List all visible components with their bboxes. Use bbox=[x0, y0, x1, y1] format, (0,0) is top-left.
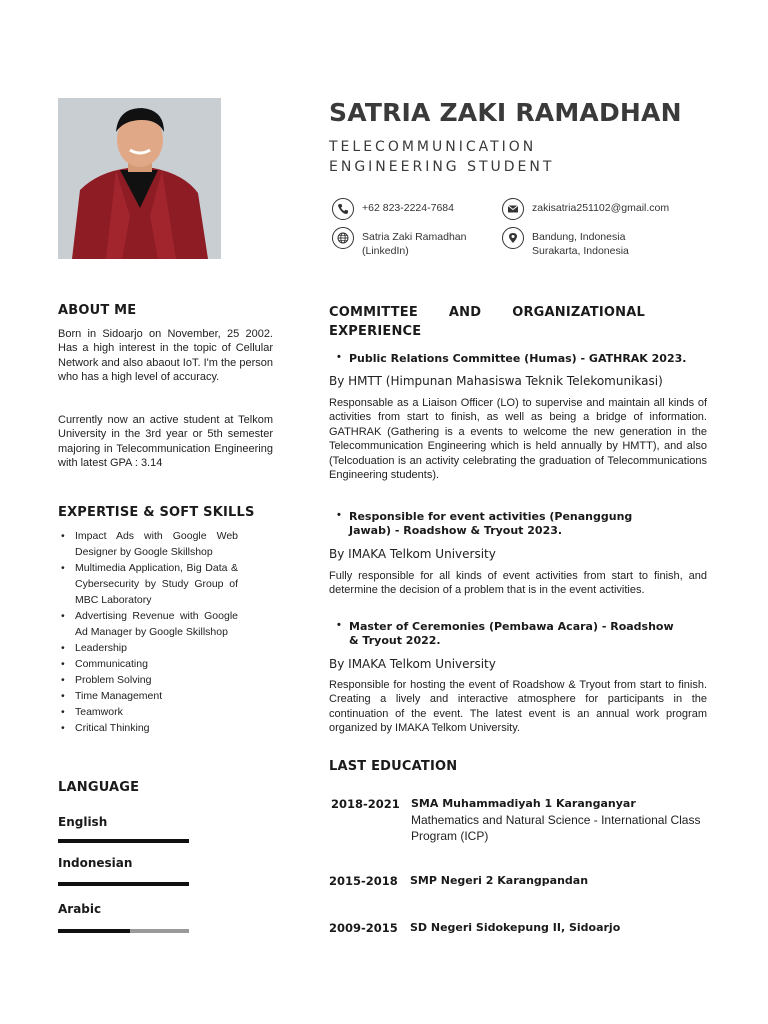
education-1-years: 2018-2021 bbox=[331, 797, 400, 811]
email-address: zakisatria251102@gmail.com bbox=[532, 202, 670, 214]
linkedin-label: (LinkedIn) bbox=[362, 245, 409, 257]
about-paragraph-1: Born in Sidoarjo on November, 25 2002. Has a high interest in the topic of Cellular Network and also abaout IoT. I'm the person who has a high level of accuracy. bbox=[58, 328, 273, 384]
contact-phone[interactable] bbox=[332, 198, 454, 220]
experience-2-title-line-2: Jawab) - Roadshow & Tryout 2023. bbox=[349, 524, 563, 537]
education-3-years: 2009-2015 bbox=[329, 921, 398, 935]
contact-email[interactable] bbox=[502, 198, 669, 220]
language-arabic: Arabic bbox=[58, 902, 102, 916]
location-pin-icon bbox=[502, 227, 524, 249]
experience-3-title-line-2: & Tryout 2022. bbox=[349, 634, 441, 647]
list-item: • Critical Thinking bbox=[58, 720, 238, 736]
profile-photo-illustration bbox=[58, 98, 221, 259]
candidate-role bbox=[329, 137, 554, 177]
experience-heading-line-2: EXPERIENCE bbox=[329, 324, 422, 339]
language-english-bar bbox=[58, 839, 189, 843]
list-item: • Leadership bbox=[58, 640, 238, 656]
role-line-1: TELECOMMUNICATION bbox=[329, 139, 537, 155]
bullet-icon: • bbox=[337, 619, 341, 631]
education-2-school: SMP Negeri 2 Karangpandan bbox=[410, 874, 589, 887]
experience-heading bbox=[329, 303, 645, 341]
list-item: • Teamwork bbox=[58, 704, 238, 720]
skills-heading: EXPERTISE & SOFT SKILLS bbox=[58, 505, 255, 520]
experience-heading-word-2: AND bbox=[448, 305, 482, 320]
skills-list bbox=[58, 528, 238, 736]
language-indonesian-bar bbox=[58, 882, 189, 886]
candidate-name: SATRIA ZAKI RAMADHAN bbox=[329, 98, 682, 127]
experience-2-title-line-1: Responsible for event activities (Penanggung bbox=[349, 510, 633, 523]
contact-linkedin[interactable] bbox=[332, 227, 466, 258]
phone-icon bbox=[332, 198, 354, 220]
bullet-icon: • bbox=[337, 351, 341, 363]
list-item: • Multimedia Application, Big Data & Cybersecurity by Study Group of MBC Laboratory bbox=[58, 560, 238, 608]
contact-location bbox=[502, 227, 629, 258]
globe-icon bbox=[332, 227, 354, 249]
education-2-years: 2015-2018 bbox=[329, 874, 398, 888]
language-arabic-bar bbox=[58, 929, 189, 933]
phone-number: +62 823-2224-7684 bbox=[362, 202, 454, 214]
about-heading: ABOUT ME bbox=[58, 303, 137, 318]
list-item: • Problem Solving bbox=[58, 672, 238, 688]
experience-1-org: By HMTT (Himpunan Mahasiswa Teknik Telekomunikasi) bbox=[329, 374, 663, 388]
education-3-school: SD Negeri Sidokepung II, Sidoarjo bbox=[410, 921, 621, 934]
experience-2-org: By IMAKA Telkom University bbox=[329, 547, 496, 561]
experience-3-desc: Responsible for hosting the event of Roadshow & Tryout from start to finish. Creating a lively and interactive atmosphere for participants in the continuation of the event. The latest event is an annual work program organized by IMAKA Telkom University. bbox=[329, 679, 707, 735]
experience-heading-word-3: ORGANIZATIONAL bbox=[512, 305, 645, 320]
email-icon bbox=[502, 198, 524, 220]
location-2: Surakarta, Indonesia bbox=[532, 245, 629, 257]
education-1-detail: Mathematics and Natural Science - International Class Program (ICP) bbox=[411, 813, 701, 843]
linkedin-name: Satria Zaki Ramadhan bbox=[362, 231, 467, 243]
experience-1-desc: Responsable as a Liaison Officer (LO) to supervise and maintain all kinds of activities from start to finish, as well as being a bridge of information. GATHRAK (Gathering is a events to welcome the new generation in the Telecommunication Engineering which is held annually by HMTT), and also (Telcoduation is an activity celebrating the graduation of Telecommunications Engineering students). bbox=[329, 397, 707, 482]
profile-photo bbox=[58, 98, 221, 259]
experience-2-title bbox=[349, 510, 709, 538]
about-paragraph-2: Currently now an active student at Telkom University in the 3rd year or 5th semester majoring in Telecommunication Engineering with latest GPA : 3.14 bbox=[58, 414, 273, 470]
experience-2-desc: Fully responsible for all kinds of event activities from start to finish, and determine the decision of a problem that is in the event activities. bbox=[329, 570, 707, 597]
bullet-icon: • bbox=[337, 509, 341, 521]
education-heading: LAST EDUCATION bbox=[329, 759, 458, 774]
education-1-school: SMA Muhammadiyah 1 Karanganyar bbox=[411, 797, 636, 810]
list-item: • Impact Ads with Google Web Designer by Google Skillshop bbox=[58, 528, 238, 560]
language-heading: LANGUAGE bbox=[58, 780, 140, 795]
experience-3-title bbox=[349, 620, 709, 648]
experience-3-title-line-1: Master of Ceremonies (Pembawa Acara) - Roadshow bbox=[349, 620, 674, 633]
role-line-2: ENGINEERING STUDENT bbox=[329, 159, 555, 175]
experience-3-org: By IMAKA Telkom University bbox=[329, 657, 496, 671]
list-item: • Communicating bbox=[58, 656, 238, 672]
list-item: • Advertising Revenue with Google Ad Manager by Google Skillshop bbox=[58, 608, 238, 640]
list-item: • Time Management bbox=[58, 688, 238, 704]
experience-heading-word-1: COMMITTEE bbox=[329, 305, 418, 320]
location-1: Bandung, Indonesia bbox=[532, 231, 626, 243]
experience-1-title: Public Relations Committee (Humas) - GATHRAK 2023. bbox=[349, 352, 687, 365]
language-indonesian: Indonesian bbox=[58, 856, 133, 870]
language-english: English bbox=[58, 815, 108, 829]
